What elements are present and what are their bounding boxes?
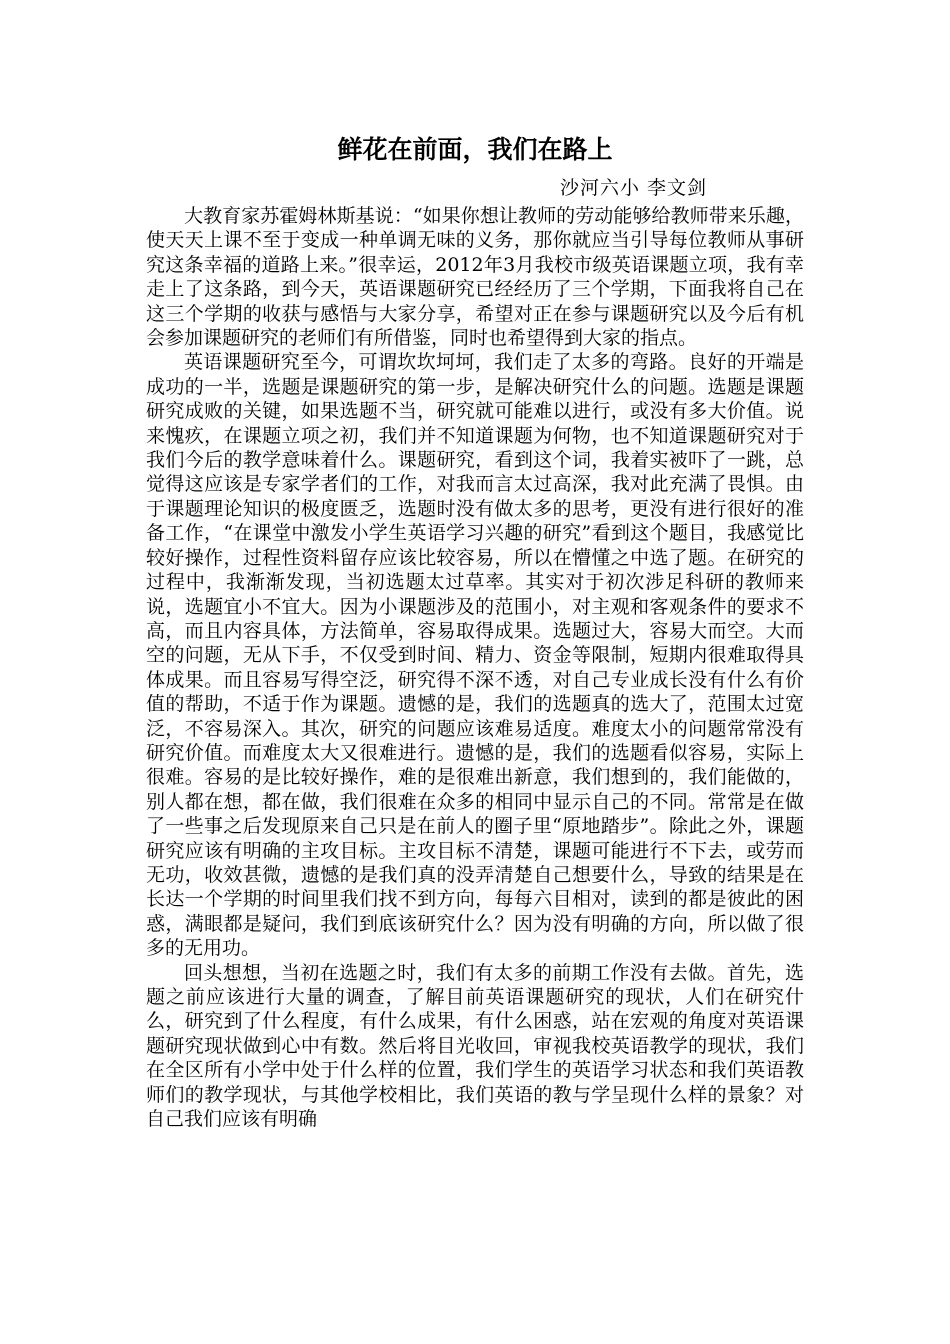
paragraph: 大教育家苏霍姆林斯基说：“如果你想让教师的劳动能够给教师带来乐趣，使天天上课不至于变成一种单调无味的义务，那你就应当引导每位教师从事研究这条幸福的道路上来。”很幸运，2012年3月我校市级英语课题立项，我有幸走上了这条路，到今天，英语课题研究已经经历了三个学期，下面我将自己在这三个学期的收获与感悟与大家分享，希望对正在参与课题研究以及今后有机会参加课题研究的老师们有所借鉴，同时也希望得到大家的指点。 xyxy=(146,205,804,350)
author-line: 沙河六小 李文剑 xyxy=(560,177,708,199)
paragraph: 回头想想，当初在选题之时，我们有太多的前期工作没有去做。首先，选题之前应该进行大量的调查，了解目前英语课题研究的现状，人们在研究什么，研究到了什么程度，有什么成果，有什么困惑，站在宏观的角度对英语课题研究现状做到心中有数。然后将目光收回，审视我校英语教学的现状，我们在全区所有小学中处于什么样的位置，我们学生的英语学习状态和我们英语教师们的教学现状，与其他学校相比，我们英语的教与学呈现什么样的景象？对自己我们应该有明确 xyxy=(146,961,804,1131)
paragraph: 英语课题研究至今，可谓坎坎坷坷，我们走了太多的弯路。良好的开端是成功的一半，选题是课题研究的第一步，是解决研究什么的问题。选题是课题研究成败的关键，如果选题不当，研究就可能难以进行，或没有多大价值。说来愧疚，在课题立项之初，我们并不知道课题为何物，也不知道课题研究对于我们今后的教学意味着什么。课题研究，看到这个词，我着实被吓了一跳，总觉得这应该是专家学者们的工作，对我而言太过高深，我对此充满了畏惧。由于课题理论知识的极度匮乏，选题时没有做太多的思考，更没有进行很好的准备工作，“在课堂中激发小学生英语学习兴趣的研究”看到这个题目，我感觉比较好操作，过程性资料留存应该比较容易，所以在懵懂之中选了题。在研究的过程中，我渐渐发现，当初选题太过草率。其实对于初次涉足科研的教师来说，选题宜小不宜大。因为小课题涉及的范围小，对主观和客观条件的要求不高，而且内容具体，方法简单，容易取得成果。选题过大，容易大而空。大而空的问题，无从下手，不仅受到时间、精力、资金等限制，短期内很难取得具体成果。而且容易写得空泛，研究得不深不透，对自己专业成长没有什么有价值的帮助，不适于作为课题。遗憾的是，我们的选题真的选大了，范围太过宽泛，不容易深入。其次，研究的问题应该难易适度。难度太小的问题常常没有研究价值。而难度太大又很难进行。遗憾的是，我们的选题看似容易，实际上很难。容易的是比较好操作，难的是很难出新意，我们想到的，我们能做的，别人都在想，都在做，我们很难在众多的相同中显示自己的不同。常常是在做了一些事之后发现原来自己只是在前人的圈子里“原地踏步”。除此之外，课题研究应该有明确的主攻目标。主攻目标不清楚，课题可能进行不下去，或劳而无功，收效甚微，遗憾的是我们真的没弄清楚自己想要什么，导致的结果是在长达一个学期的时间里我们找不到方向，每每六目相对，读到的都是彼此的困惑，满眼都是疑问，我们到底该研究什么？因为没有明确的方向，所以做了很多的无用功。 xyxy=(146,351,804,960)
document-body xyxy=(146,204,804,1131)
document-title: 鲜花在前面，我们在路上 xyxy=(337,135,613,164)
